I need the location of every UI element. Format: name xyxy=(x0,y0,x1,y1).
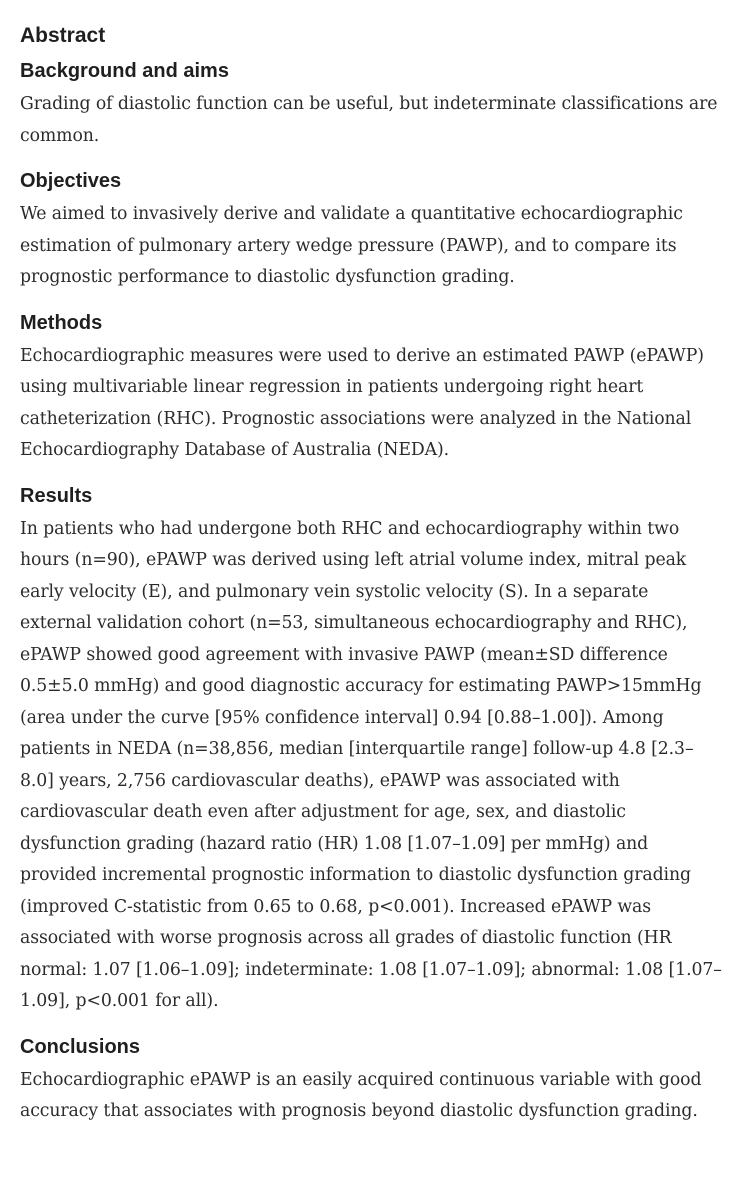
section-heading: Conclusions xyxy=(20,1035,141,1058)
section-results xyxy=(20,481,725,1018)
section-text: In patients who had undergone both RHC and echocardiography within two hours (n=90), ePAWP was derived using left atrial volume index, mitral peak early velocity (E), and pulmonary vein systolic velocity (S). In a separate external validation cohort (n=53, simultaneous echocardiography and RHC), ePAWP showed good agreement with invasive PAWP (mean±SD difference 0.5±5.0 mmHg) and good diagnostic accuracy for estimating PAWP>15mmHg (area under the curve [95% confidence interval] 0.94 [0.88–1.00]). Among patients in NEDA (n=38,856, median [interquartile range] follow-up 4.8 [2.3–8.0] years, 2,756 cardiovascular deaths), ePAWP was associated with cardiovascular death even after adjustment for age, sex, and diastolic dysfunction grading (hazard ratio (HR) 1.08 [1.07–1.09] per mmHg) and provided incremental prognostic information to diastolic dysfunction grading (improved C-statistic from 0.65 to 0.68, p<0.001). Increased ePAWP was associated with worse prognosis across all grades of diastolic function (HR normal: 1.07 [1.06–1.09]; indeterminate: 1.08 [1.07–1.09]; abnormal: 1.08 [1.07–1.09], p<0.001 for all). xyxy=(20,518,722,1011)
section-conclusions xyxy=(20,1032,725,1128)
section-objectives xyxy=(20,166,725,294)
section-text: We aimed to invasively derive and validate a quantitative echocardiographic estimation of pulmonary artery wedge pressure (PAWP), and to compare its prognostic performance to diastolic dysfunction grading. xyxy=(20,204,683,287)
section-heading: Methods xyxy=(20,311,103,334)
section-text: Echocardiographic measures were used to derive an estimated PAWP (ePAWP) using multivariable linear regression in patients undergoing right heart catheterization (RHC). Prognostic associations were analyzed in the National Echocardiography Database of Australia (NEDA). xyxy=(20,345,704,460)
abstract-title: Abstract xyxy=(20,24,106,47)
section-text: Echocardiographic ePAWP is an easily acquired continuous variable with good accuracy that associates with prognosis beyond diastolic dysfunction grading. xyxy=(20,1069,702,1121)
section-methods xyxy=(20,308,725,467)
section-heading: Background and aims xyxy=(20,60,229,82)
section-text: Grading of diastolic function can be useful, but indeterminate classifications are common. xyxy=(20,94,718,146)
section-heading: Objectives xyxy=(20,170,122,192)
section-background-and-aims xyxy=(20,56,725,152)
section-heading: Results xyxy=(20,484,93,507)
